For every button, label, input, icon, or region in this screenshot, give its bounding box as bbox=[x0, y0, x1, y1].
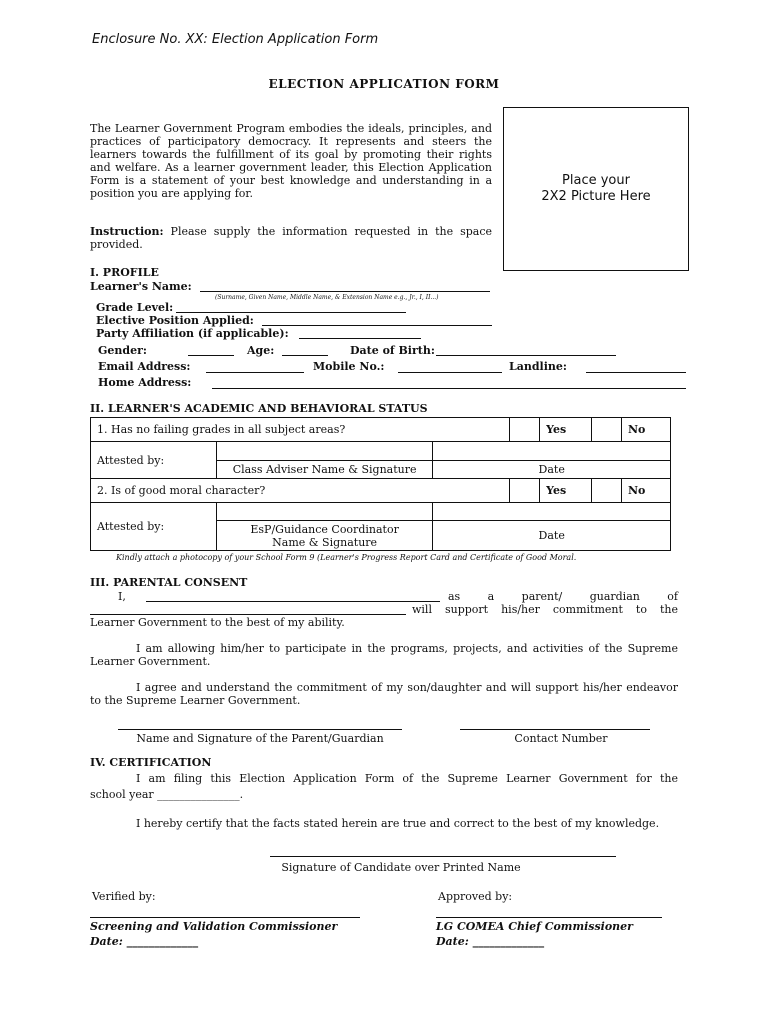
approver-signature-field[interactable] bbox=[436, 917, 662, 918]
age-field[interactable] bbox=[282, 355, 328, 356]
adviser-date-field[interactable] bbox=[433, 442, 671, 461]
email-label: Email Address: bbox=[98, 360, 191, 373]
consent-heading: III. PARENTAL CONSENT bbox=[90, 576, 248, 589]
certification-heading: IV. CERTIFICATION bbox=[90, 756, 212, 769]
home-address-field[interactable] bbox=[212, 388, 686, 389]
photo-box[interactable] bbox=[503, 107, 689, 271]
verifier-signature-field[interactable] bbox=[90, 917, 360, 918]
gender-label: Gender: bbox=[98, 344, 147, 357]
q1-yes-label: Yes bbox=[540, 418, 592, 442]
question-2: 2. Is of good moral character? bbox=[91, 479, 510, 503]
status-table bbox=[90, 417, 671, 551]
candidate-signature-label: Signature of Candidate over Printed Name bbox=[281, 861, 521, 874]
grade-level-field[interactable] bbox=[176, 312, 406, 313]
dob-field[interactable] bbox=[436, 355, 616, 356]
instruction-label: Instruction: bbox=[90, 225, 164, 238]
coordinator-date-field[interactable] bbox=[433, 503, 671, 521]
attested-by-2: Attested by: bbox=[91, 503, 217, 551]
verified-by-label: Verified by: bbox=[92, 890, 156, 903]
child-name-field[interactable] bbox=[90, 614, 406, 615]
parent-signature-field[interactable] bbox=[118, 729, 402, 730]
adviser-signature-field[interactable] bbox=[216, 442, 433, 461]
parent-name-field[interactable] bbox=[146, 601, 440, 602]
q2-yes-box[interactable] bbox=[510, 479, 540, 503]
approver-date: Date: _____________ bbox=[436, 935, 545, 948]
coordinator-line-2: Name & Signature bbox=[272, 535, 378, 549]
instruction-text: Please supply the information requested in the space provided. bbox=[90, 225, 492, 251]
form-title: ELECTION APPLICATION FORM bbox=[268, 77, 500, 91]
attested-by-1: Attested by: bbox=[91, 442, 217, 479]
q1-no-label: No bbox=[622, 418, 671, 442]
approved-by-label: Approved by: bbox=[438, 890, 513, 903]
status-heading: II. LEARNER'S ACADEMIC AND BEHAVIORAL STATUS bbox=[90, 402, 428, 415]
contact-number-field[interactable] bbox=[460, 729, 650, 730]
consent-paragraph-3: I agree and understand the commitment of my son/daughter and will support his/her endeavor to the Supreme Learner Government. bbox=[90, 681, 678, 707]
learner-name-field[interactable] bbox=[200, 291, 490, 292]
learner-name-hint: (Surname, Given Name, Middle Name, & Extension Name e.g., Jr., I, II...) bbox=[215, 294, 439, 301]
coordinator-signature-field[interactable] bbox=[216, 503, 433, 521]
consent-paragraph-2: I am allowing him/her to participate in the programs, projects, and activities of the Supreme Learner Government. bbox=[90, 642, 678, 668]
coordinator-label bbox=[216, 521, 433, 551]
adviser-label: Class Adviser Name & Signature bbox=[216, 461, 433, 479]
home-address-label: Home Address: bbox=[98, 376, 192, 389]
question-1: 1. Has no failing grades in all subject areas? bbox=[91, 418, 510, 442]
q1-yes-box[interactable] bbox=[510, 418, 540, 442]
intro-paragraph: The Learner Government Program embodies the ideals, principles, and practices of participatory democracy. It represents and steers the learners towards the fulfillment of its goal by promoting their rights and welfare. As a learner government leader, this Election Application Form is a statement of your best knowledge and understanding in a position you are applying for. bbox=[90, 122, 492, 200]
learner-name-label: Learner's Name: bbox=[90, 280, 192, 293]
profile-heading: I. PROFILE bbox=[90, 266, 159, 279]
screening-commissioner-label: Screening and Validation Commissioner bbox=[90, 920, 338, 933]
photo-line-2: 2X2 Picture Here bbox=[541, 189, 651, 204]
adviser-date-label: Date bbox=[433, 461, 671, 479]
instruction-paragraph bbox=[90, 225, 492, 251]
mobile-label: Mobile No.: bbox=[313, 360, 385, 373]
attachment-note: Kindly attach a photocopy of your School Form 9 (Learner's Progress Report Card and Certificate of Good Moral. bbox=[116, 553, 577, 562]
certification-line-1: I am filing this Election Application Form of the Supreme Learner Government for the bbox=[136, 772, 678, 785]
q1-no-box[interactable] bbox=[592, 418, 622, 442]
consent-i: I, bbox=[118, 590, 126, 603]
certification-line-2: school year _______________. bbox=[90, 788, 244, 801]
consent-line-3: Learner Government to the best of my ability. bbox=[90, 616, 345, 629]
certification-paragraph-2: I hereby certify that the facts stated herein are true and correct to the best of my knowledge. bbox=[136, 817, 660, 830]
q2-no-box[interactable] bbox=[592, 479, 622, 503]
dob-label: Date of Birth: bbox=[350, 344, 435, 357]
party-affiliation-field[interactable] bbox=[299, 338, 421, 339]
age-label: Age: bbox=[247, 344, 275, 357]
q2-yes-label: Yes bbox=[540, 479, 592, 503]
grade-level-label: Grade Level: bbox=[96, 301, 174, 314]
landline-field[interactable] bbox=[586, 372, 686, 373]
verifier-date: Date: _____________ bbox=[90, 935, 199, 948]
coordinator-line-1: EsP/Guidance Coordinator bbox=[250, 522, 399, 536]
email-field[interactable] bbox=[206, 372, 304, 373]
q2-no-label: No bbox=[622, 479, 671, 503]
contact-number-label: Contact Number bbox=[514, 732, 608, 745]
candidate-signature-field[interactable] bbox=[270, 856, 616, 857]
party-affiliation-label: Party Affiliation (if applicable): bbox=[96, 327, 289, 340]
elective-position-label: Elective Position Applied: bbox=[96, 314, 254, 327]
gender-field[interactable] bbox=[188, 355, 234, 356]
enclosure-label: Enclosure No. XX: Election Application Form bbox=[92, 32, 379, 47]
elective-position-field[interactable] bbox=[262, 325, 492, 326]
photo-line-1: Place your bbox=[562, 173, 630, 188]
consent-will-support: will support his/her commitment to the bbox=[412, 603, 678, 616]
consent-as-parent: as a parent/ guardian of bbox=[448, 590, 678, 603]
coordinator-date-label: Date bbox=[433, 521, 671, 551]
mobile-field[interactable] bbox=[398, 372, 502, 373]
comea-commissioner-label: LG COMEA Chief Commissioner bbox=[436, 920, 633, 933]
parent-signature-label: Name and Signature of the Parent/Guardian bbox=[136, 732, 384, 745]
landline-label: Landline: bbox=[509, 360, 567, 373]
